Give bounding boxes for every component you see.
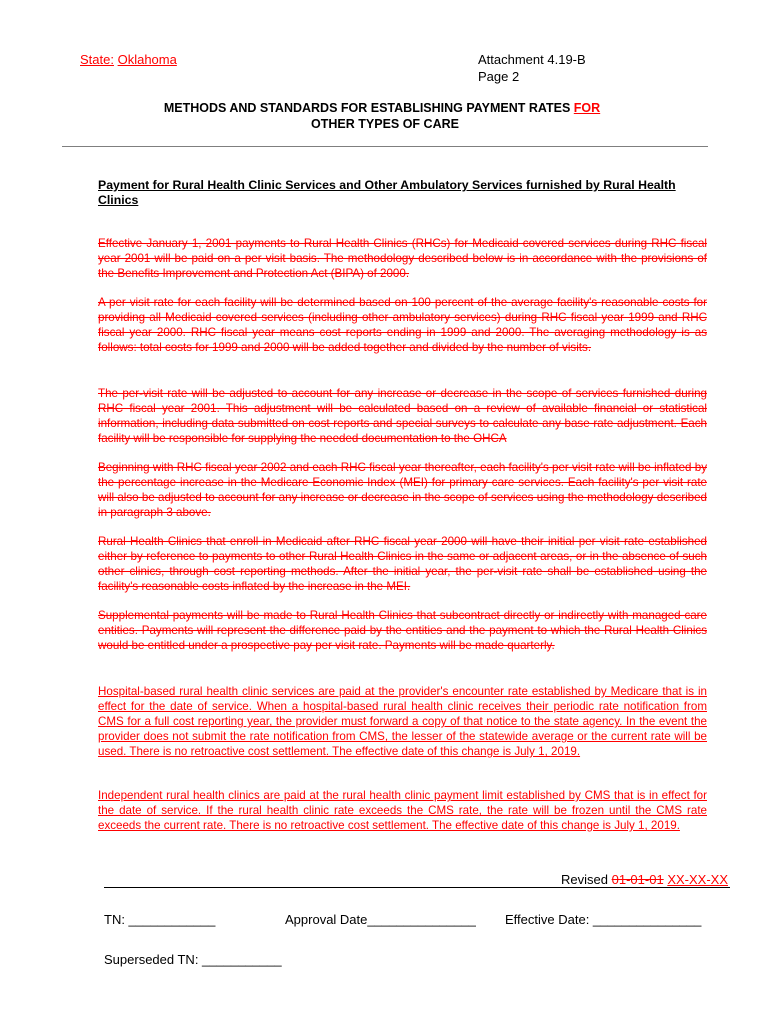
deleted-paragraph: A per visit rate for each facility will be determined based on 100 percent of the average facility's reasonable costs for providing all Medicaid covered services (including other ambulatory services) during RHC fiscal year 1999 and RHC fiscal year 2000. RHC fiscal year means cost reports ending in 1999 and 2000. The averaging methodology is as follows: total costs for 1999 and 2000 will be added together and divided by the number of visits. xyxy=(98,296,707,354)
revised-label: Revised xyxy=(561,872,609,887)
state-line xyxy=(80,52,181,67)
footer-divider xyxy=(104,887,730,888)
deleted-paragraph: Beginning with RHC fiscal year 2002 and each RHC fiscal year thereafter, each facility's per visit rate will be inflated by the percentage increase in the Medicare Economic Index (MEI) for primary care services. Each facility's per visit rate will also be adjusted to account for any increase or decrease in the scope of services using the methodology described in paragraph 3 above. xyxy=(98,461,707,519)
revised-new-date: XX-XX-XX xyxy=(667,872,728,887)
effective-date-field: Effective Date: _______________ xyxy=(505,912,702,927)
title-line-1 xyxy=(0,100,770,116)
approval-date-field: Approval Date_______________ xyxy=(285,912,476,927)
page-number: Page 2 xyxy=(478,69,520,84)
title-added-word: FOR xyxy=(573,101,601,115)
title-divider xyxy=(62,146,708,147)
attachment-number: Attachment 4.19-B xyxy=(478,52,586,67)
added-paragraph: Hospital-based rural health clinic services are paid at the provider's encounter rate established by Medicare that is in effect for the date of service. When a hospital-based rural health clinic receives their periodic rate notification from CMS for a full cost reporting year, the provider must forward a copy of that notice to the state agency. In the event the provider does not submit the rate notification from CMS, the lesser of the statewide average or the current rate will be used. There is no retroactive cost settlement. The effective date of this change is July 1, 2019. xyxy=(98,685,707,758)
title-line-1-text: METHODS AND STANDARDS FOR ESTABLISHING PAYMENT RATES xyxy=(163,101,571,115)
deleted-paragraph: Rural Health Clinics that enroll in Medicaid after RHC fiscal year 2000 will have their initial per visit rate established either by reference to payments to other Rural Health Clinics in the same or adjacent areas, or in the absence of such other clinics, through cost reporting methods. After the initial year, the per-visit rate shall be established using the facility's reasonable costs inflated by the increase in the MEI. xyxy=(98,535,707,593)
tn-field: TN: ____________ xyxy=(104,912,216,927)
deleted-paragraph: Effective January 1, 2001 payments to Rural Health Clinics (RHCs) for Medicaid covered services during RHC fiscal year 2001 will be paid on a per visit basis. The methodology described below is in accordance with the provisions of the Benefits Improvement and Protection Act (BIPA) of 2000. xyxy=(98,237,707,280)
added-paragraph: Independent rural health clinics are paid at the rural health clinic payment limit established by CMS that is in effect for the date of service. If the rural health clinic rate exceeds the CMS rate, the rate will be frozen until the CMS rate exceeds the current rate. There is no retroactive cost settlement. The effective date of this change is July 1, 2019. xyxy=(98,789,707,832)
deleted-paragraph: Supplemental payments will be made to Rural Health Clinics that subcontract directly or indirectly with managed care entities. Payments will represent the difference paid by the entities and the payment to which the Rural Health Clinics would be entitled under a prospective pay per visit rate. Payments will be made quarterly. xyxy=(98,609,707,652)
section-heading: Payment for Rural Health Clinic Services and Other Ambulatory Services furnished by Rural Health Clinics xyxy=(98,178,676,207)
state-label: State: xyxy=(80,52,114,67)
title-line-2: OTHER TYPES OF CARE xyxy=(311,117,459,131)
superseded-tn-field: Superseded TN: ___________ xyxy=(104,952,282,967)
revised-old-date: 01-01-01 xyxy=(611,872,664,887)
page-title xyxy=(0,100,770,132)
deleted-paragraph: The per-visit rate will be adjusted to account for any increase or decrease in the scope of services furnished during RHC fiscal year 2001. This adjustment will be calculated based on a review of available financial or statistical information, including data submitted on cost reports and special surveys to calculate any base rate adjustment. Each facility will be responsible for supplying the needed documentation to the OHCA xyxy=(98,387,707,445)
state-value: Oklahoma xyxy=(117,52,177,67)
revised-line xyxy=(561,872,728,887)
